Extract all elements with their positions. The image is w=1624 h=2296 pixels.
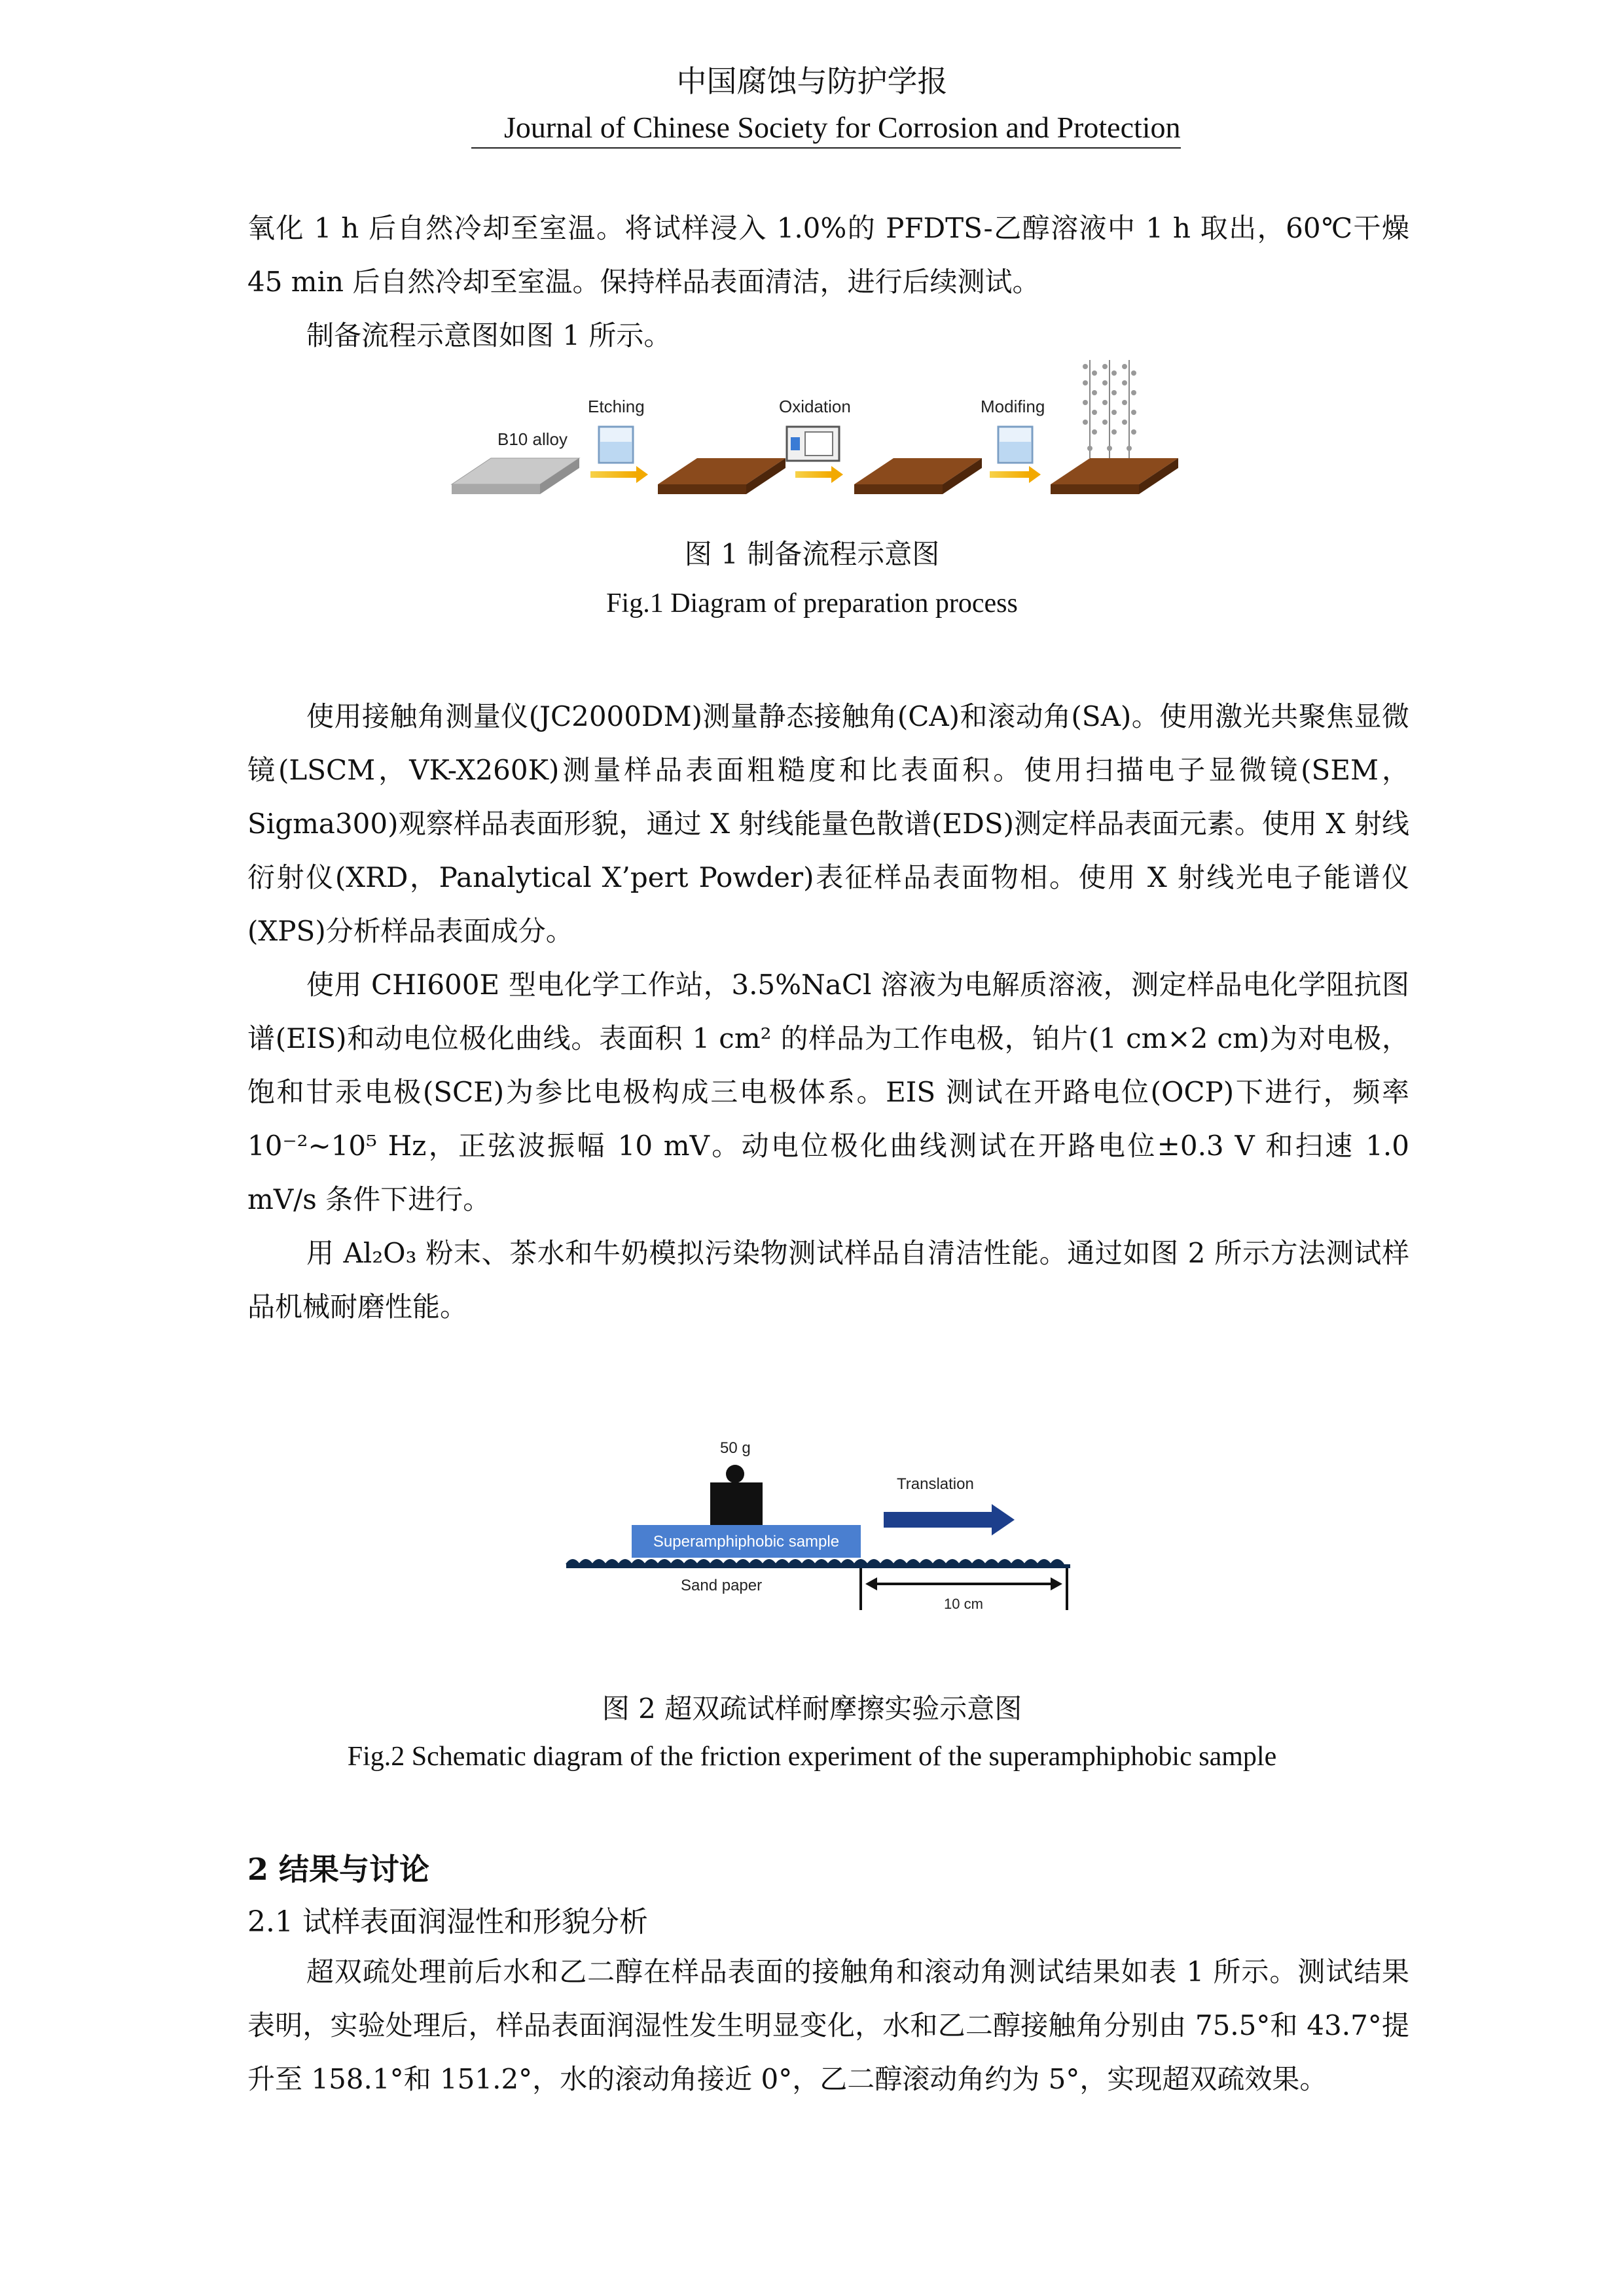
figure-2-caption-cn: 图 2 超双疏试样耐摩擦实验示意图 (602, 1693, 1022, 1725)
oxidized-plate (854, 458, 982, 494)
section-heading-2-1: 2.1 试样表面润湿性和形貌分析 (247, 1905, 648, 1939)
paragraph-3: 使用接触角测量仪(JC2000DM)测量静态接触角(CA)和滚动角(SA)。使用激光共聚焦显微镜(LSCM，VK-X260K)测量样品表面粗糙度和比表面积。使用扫描电子显微镜(SEM，Sigma300)观察样品表面形貌，通过 X 射线能量色散谱(EDS)测定样品表面元素。使用 X 射线衍射仪(XRD，Panalytical X’pert Powder)表征样品表面物相。使用 X 射线光电子能谱仪(XPS)分析样品表面成分。 (247, 700, 1409, 947)
oven-icon (787, 427, 839, 461)
fluorosilane-chains (1083, 360, 1136, 458)
beaker-icon-2 (998, 427, 1032, 463)
label-sample: Superamphiphobic sample (653, 1533, 840, 1551)
beaker-icon (599, 427, 633, 463)
paragraph-1: 氧化 1 h 后自然冷却至室温。将试样浸入 1.0%的 PFDTS-乙醇溶液中 1 h 取出，60℃干燥 45 min 后自然冷却至室温。保持样品表面清洁，进行后续测试。 (247, 212, 1409, 298)
label-distance: 10 cm (944, 1596, 983, 1612)
modified-plate (1051, 458, 1178, 494)
figure-2-caption-en: Fig.2 Schematic diagram of the friction experiment of the superamphiphobic sample (347, 1742, 1277, 1772)
paragraph-6: 超双疏处理前后水和乙二醇在样品表面的接触角和滚动角测试结果如表 1 所示。测试结果表明，实验处理后，样品表面润湿性发生明显变化，水和乙二醇接触角分别由 75.5°和 43.7°提升至 158.1°和 151.2°，水的滚动角接近 0°，乙二醇滚动角约为 5°，实现超双疏效果。 (247, 1956, 1409, 2095)
translation-arrow (884, 1504, 1015, 1535)
etched-plate (658, 458, 785, 494)
label-modifing: Modifing (981, 397, 1045, 416)
sand-paper (566, 1560, 1070, 1568)
label-etching: Etching (588, 397, 645, 416)
label-oxidation: Oxidation (779, 397, 851, 416)
section-heading-2: 2 结果与讨论 (247, 1852, 430, 1887)
figure-1-diagram (445, 353, 1191, 511)
label-weight: 50 g (720, 1439, 751, 1457)
process-arrow-1 (590, 466, 648, 483)
weight-50g (710, 1465, 763, 1525)
label-sandpaper: Sand paper (681, 1577, 763, 1594)
label-b10-alloy: B10 alloy (497, 429, 568, 449)
figure-1-caption-en: Fig.1 Diagram of preparation process (606, 588, 1018, 619)
process-arrow-2 (795, 466, 843, 483)
b10-alloy-plate (452, 458, 579, 494)
journal-title-cn: 中国腐蚀与防护学报 (676, 63, 948, 99)
figure-2-diagram (563, 1420, 1087, 1617)
paragraph-5: 用 Al₂O₃ 粉末、茶水和牛奶模拟污染物测试样品自清洁性能。通过如图 2 所示方法测试样品机械耐磨性能。 (247, 1237, 1409, 1323)
process-arrow-3 (990, 466, 1041, 483)
journal-title-en: Journal of Chinese Society for Corrosion and Protection (471, 110, 1181, 149)
figure-1-caption-cn: 图 1 制备流程示意图 (684, 538, 940, 570)
paragraph-4: 使用 CHI600E 型电化学工作站，3.5%NaCl 溶液为电解质溶液，测定样品电化学阻抗图谱(EIS)和动电位极化曲线。表面积 1 cm² 的样品为工作电极，铂片(1 cm×2 cm)为对电极，饱和甘汞电极(SCE)为参比电极构成三电极体系。EIS 测试在开路电位(OCP)下进行，频率 10⁻²~10⁵ Hz，正弦波振幅 10 mV。动电位极化曲线测试在开路电位±0.3 V 和扫速 1.0 mV/s 条件下进行。 (247, 969, 1409, 1215)
paragraph-2: 制备流程示意图如图 1 所示。 (306, 319, 672, 351)
label-translation: Translation (897, 1475, 974, 1493)
